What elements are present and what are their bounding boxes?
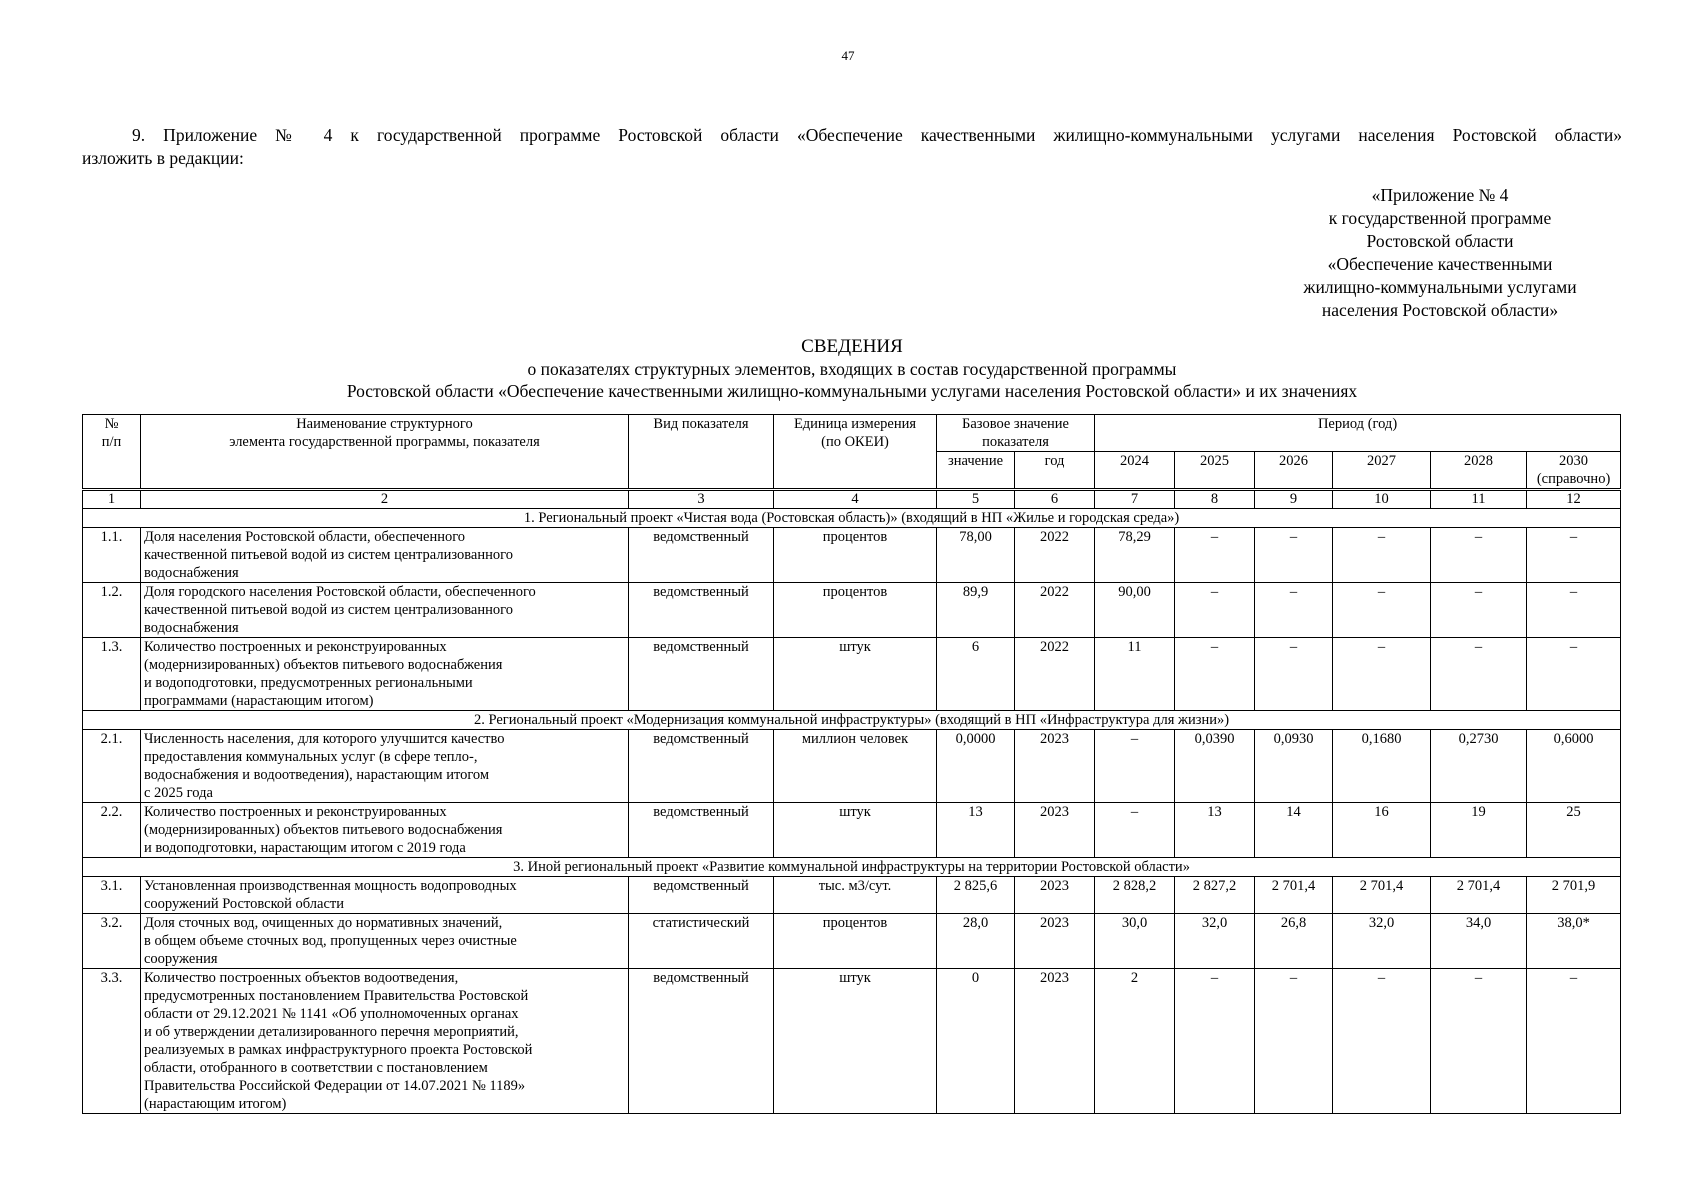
column-number: 2 [141,490,629,509]
indicator-unit: штук [774,638,937,711]
row-number: 2.2. [83,803,141,858]
indicator-type: ведомственный [629,730,774,803]
year-value: 2 701,9 [1527,877,1621,914]
header-type-text: Вид показателя [653,416,749,432]
year-value: 32,0 [1175,914,1255,969]
indicator-name: Количество построенных объектов водоотведения, предусмотренных постановлением Правительства Ростовской области от 29.12.2021 № 1141 «Об уполномоченных органах и об утверждении детализированного перечня мероприятий, реализуемых в рамках инфраструктурного проекта Ростовской области, отобранного в соответствии с постановлением Правительства Российской Федерации от 14.07.2021 № 1189» (нарастающим итогом) [141,969,629,1114]
indicator-type: ведомственный [629,969,774,1114]
indicator-type: статистический [629,914,774,969]
header-base-value: значение [937,452,1015,490]
year-value: 25 [1527,803,1621,858]
header-unit [774,415,937,490]
column-numbers-row [83,490,1621,509]
base-year: 2022 [1015,528,1095,583]
header-period-text: Период (год) [1317,416,1398,432]
indicator-name: Количество построенных и реконструированных (модернизированных) объектов питьевого водоснабжения и водоподготовки, предусмотренных региональными программами (нарастающим итогом) [141,638,629,711]
year-value: 38,0* [1527,914,1621,969]
year-value: 11 [1095,638,1175,711]
base-value: 0,0000 [937,730,1015,803]
year-value: 34,0 [1431,914,1527,969]
year-value: 2 828,2 [1095,877,1175,914]
annex-line: жилищно-коммунальными услугами [1303,277,1577,297]
title-main: СВЕДЕНИЯ [801,336,903,357]
year-value: – [1431,528,1527,583]
table-row [83,914,1621,969]
column-number: 11 [1431,490,1527,509]
year-value: – [1175,969,1255,1114]
year-value: 0,2730 [1431,730,1527,803]
indicator-unit: штук [774,969,937,1114]
row-number: 1.2. [83,583,141,638]
indicator-type: ведомственный [629,583,774,638]
indicator-type: ведомственный [629,803,774,858]
base-year: 2023 [1015,730,1095,803]
indicator-name: Доля сточных вод, очищенных до нормативных значений, в общем объеме сточных вод, пропущенных через очистные сооружения [141,914,629,969]
indicator-unit: процентов [774,583,937,638]
year-value: 2 [1095,969,1175,1114]
document-title [82,336,1622,402]
column-number: 5 [937,490,1015,509]
indicator-type: ведомственный [629,877,774,914]
year-value: 2 701,4 [1333,877,1431,914]
header-year: 2026 [1255,452,1333,490]
page-number: 47 [841,48,855,63]
table-row [83,969,1621,1114]
section-title: 3. Иной региональный проект «Развитие коммунальной инфраструктуры на территории Ростовской области» [83,858,1621,877]
column-number: 4 [774,490,937,509]
row-number: 1.1. [83,528,141,583]
year-value: – [1255,638,1333,711]
row-number: 3.2. [83,914,141,969]
indicator-name: Численность населения, для которого улучшится качество предоставления коммунальных услуг (в сфере тепло-, водоснабжения и водоотведения), нарастающим итогом с 2025 года [141,730,629,803]
annex-line: Ростовской области [1366,231,1514,251]
year-value: – [1527,583,1621,638]
intro-paragraph [82,124,1622,170]
indicator-unit: процентов [774,914,937,969]
year-value: 26,8 [1255,914,1333,969]
indicator-unit: миллион человек [774,730,937,803]
year-value: 78,29 [1095,528,1175,583]
column-number: 12 [1527,490,1621,509]
year-value: – [1431,969,1527,1114]
header-year-text: 2030 (справочно) [1536,453,1611,487]
year-value: – [1255,583,1333,638]
year-value: 90,00 [1095,583,1175,638]
year-value: 19 [1431,803,1527,858]
table-row [83,730,1621,803]
base-value: 78,00 [937,528,1015,583]
year-value: – [1527,638,1621,711]
header-num-text: № п/п [101,416,122,450]
header-base [937,415,1095,452]
year-value: – [1255,528,1333,583]
year-value: – [1333,528,1431,583]
header-base-year: год [1015,452,1095,490]
indicator-unit: процентов [774,528,937,583]
base-value: 2 825,6 [937,877,1015,914]
column-number: 10 [1333,490,1431,509]
year-value: – [1175,528,1255,583]
indicator-name: Количество построенных и реконструированных (модернизированных) объектов питьевого водоснабжения и водоподготовки, нарастающим итогом с 2019 года [141,803,629,858]
annex-line: «Обеспечение качественными [1327,254,1553,274]
column-number: 8 [1175,490,1255,509]
year-value: – [1175,583,1255,638]
indicator-type: ведомственный [629,528,774,583]
year-value: 13 [1175,803,1255,858]
table-row [83,638,1621,711]
base-year: 2023 [1015,877,1095,914]
header-name-text: Наименование структурного элемента государственной программы, показателя [229,416,540,450]
base-value: 89,9 [937,583,1015,638]
indicators-table [82,414,1621,1114]
indicator-name: Доля населения Ростовской области, обеспеченного качественной питьевой водой из систем централизованного водоснабжения [141,528,629,583]
section-title: 1. Региональный проект «Чистая вода (Ростовская область)» (входящий в НП «Жилье и городская среда») [83,509,1621,528]
base-year: 2023 [1015,914,1095,969]
section-title: 2. Региональный проект «Модернизация коммунальной инфраструктуры» (входящий в НП «Инфраструктура для жизни») [83,711,1621,730]
base-year: 2023 [1015,803,1095,858]
year-value: 0,6000 [1527,730,1621,803]
column-number: 9 [1255,490,1333,509]
title-line-2: о показателях структурных элементов, входящих в состав государственной программы [527,359,1177,379]
year-value: 0,0390 [1175,730,1255,803]
year-value: 16 [1333,803,1431,858]
header-base-text: Базовое значение показателя [962,416,1069,450]
base-year: 2023 [1015,969,1095,1114]
base-value: 0 [937,969,1015,1114]
row-number: 3.1. [83,877,141,914]
year-value: – [1175,638,1255,711]
annex-line: к государственной программе [1328,208,1552,228]
header-year: 2025 [1175,452,1255,490]
base-value: 28,0 [937,914,1015,969]
section-row [83,711,1621,730]
header-type [629,415,774,490]
table-row [83,803,1621,858]
column-number: 7 [1095,490,1175,509]
header-name [141,415,629,490]
year-value: 2 827,2 [1175,877,1255,914]
year-value: 2 701,4 [1431,877,1527,914]
row-number: 3.3. [83,969,141,1114]
intro-line-1: 9. Приложение № 4 к государственной программе Ростовской области «Обеспечение качественными жилищно-коммунальными услугами населения Ростовской области» [132,125,1622,145]
base-year: 2022 [1015,638,1095,711]
indicator-unit: штук [774,803,937,858]
header-num [83,415,141,490]
title-line-3: Ростовской области «Обеспечение качественными жилищно-коммунальными услугами населения Ростовской области» и их значениях [346,381,1358,401]
year-value: – [1095,803,1175,858]
table-body [83,490,1621,1114]
year-value: – [1431,638,1527,711]
indicator-name: Установленная производственная мощность водопроводных сооружений Ростовской области [141,877,629,914]
year-value: – [1333,583,1431,638]
indicator-type: ведомственный [629,638,774,711]
year-value: 14 [1255,803,1333,858]
base-year: 2022 [1015,583,1095,638]
annex-line: населения Ростовской области» [1321,300,1559,320]
annex-line: «Приложение № 4 [1371,185,1509,205]
column-number: 6 [1015,490,1095,509]
table-row [83,583,1621,638]
annex-header [1260,184,1620,322]
year-value: – [1095,730,1175,803]
year-value: – [1527,969,1621,1114]
year-value: 0,0930 [1255,730,1333,803]
row-number: 2.1. [83,730,141,803]
year-value: – [1333,969,1431,1114]
year-value: 2 701,4 [1255,877,1333,914]
base-value: 6 [937,638,1015,711]
year-value: – [1255,969,1333,1114]
year-value: 32,0 [1333,914,1431,969]
table-row [83,528,1621,583]
header-period [1095,415,1621,452]
year-value: 30,0 [1095,914,1175,969]
intro-line-2: изложить в редакции: [82,148,244,168]
header-year: 2028 [1431,452,1527,490]
header-unit-text: Единица измерения (по ОКЕИ) [793,416,917,450]
row-number: 1.3. [83,638,141,711]
section-row [83,509,1621,528]
column-number: 1 [83,490,141,509]
header-year: 2027 [1333,452,1431,490]
table-row [83,877,1621,914]
indicator-unit: тыс. м3/сут. [774,877,937,914]
column-number: 3 [629,490,774,509]
header-year [1527,452,1621,490]
section-row [83,858,1621,877]
year-value: – [1431,583,1527,638]
year-value: 0,1680 [1333,730,1431,803]
indicator-name: Доля городского населения Ростовской области, обеспеченного качественной питьевой водой из систем централизованного водоснабжения [141,583,629,638]
year-value: – [1527,528,1621,583]
header-year: 2024 [1095,452,1175,490]
year-value: – [1333,638,1431,711]
base-value: 13 [937,803,1015,858]
